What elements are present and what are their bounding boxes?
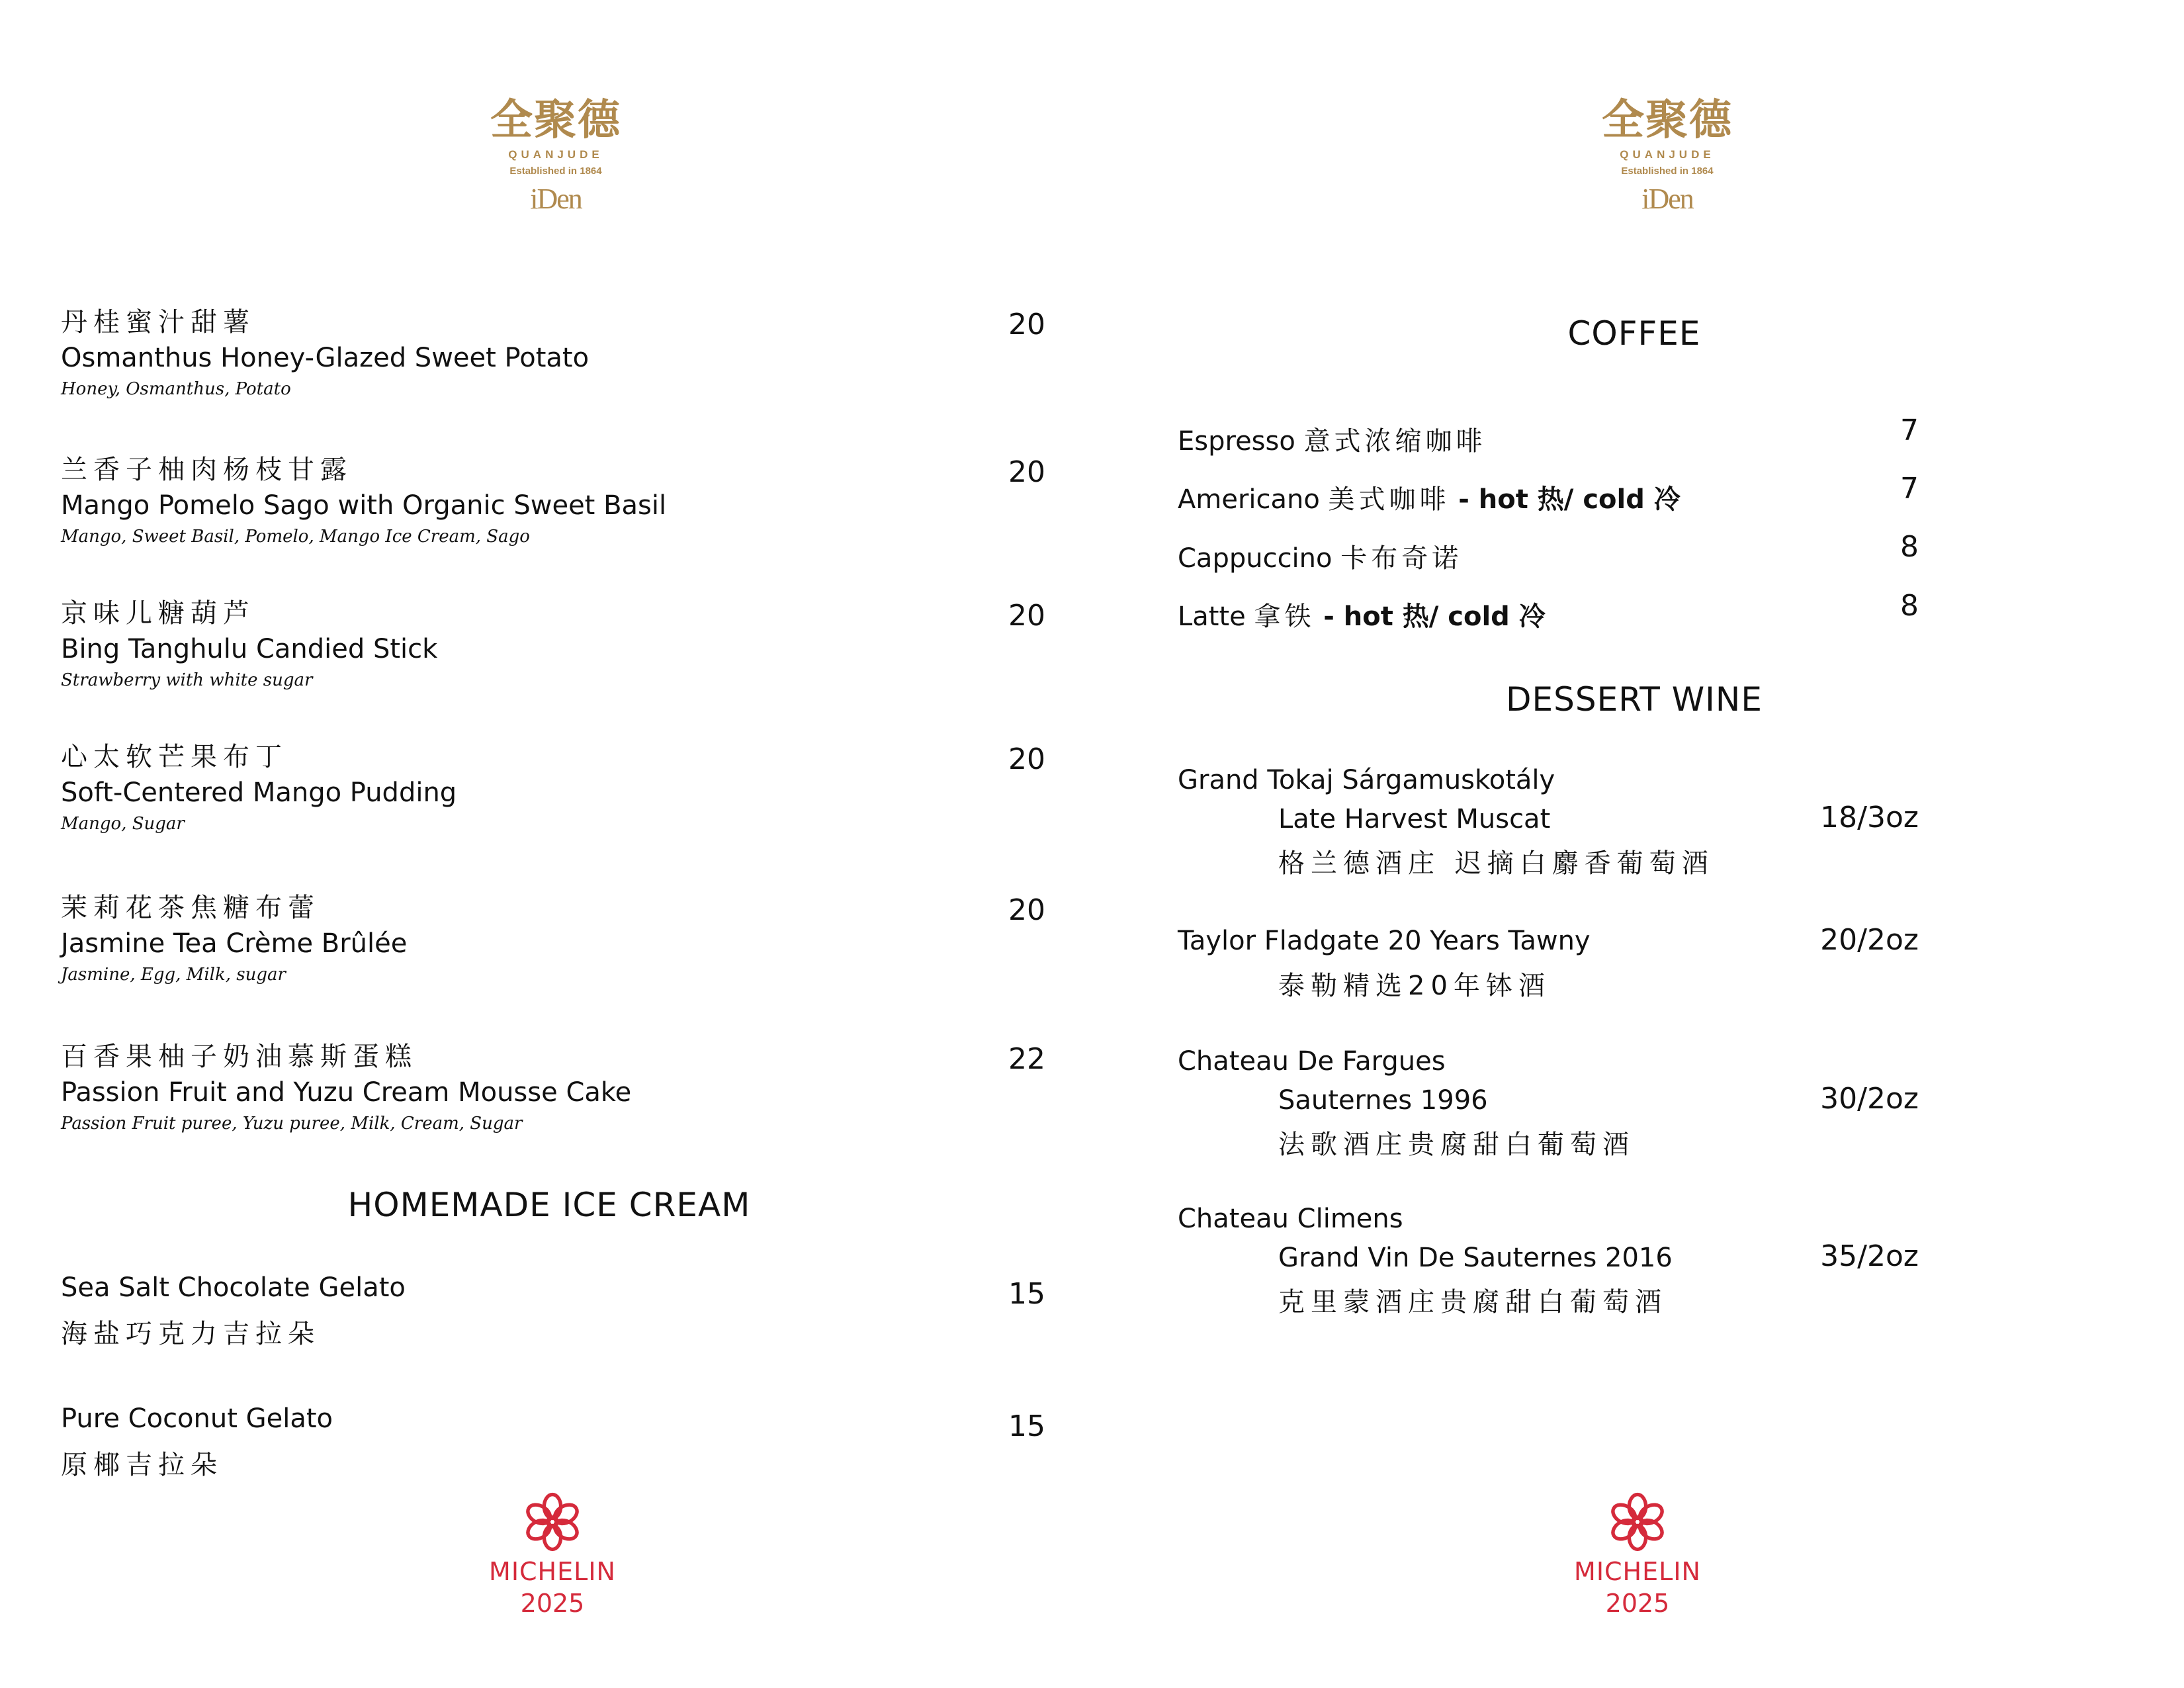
dessert-ingredients: Passion Fruit puree, Yuzu puree, Milk, Cream, Sugar	[61, 1114, 523, 1133]
dessert-price-3: 20	[1008, 599, 1045, 633]
dessert-item-2	[61, 455, 1053, 547]
dessert-item-3	[61, 599, 1053, 690]
wine-name-cn: 格兰德酒庄 迟摘白麝香葡萄酒	[1278, 848, 1714, 879]
dessert-price-6: 22	[1008, 1042, 1045, 1076]
wine-item-4	[1178, 1203, 2170, 1319]
logo-established: Established in 1864	[509, 165, 602, 177]
coffee-name-en: Cappuccino	[1178, 543, 1332, 574]
dessert-price-5: 20	[1008, 893, 1045, 927]
wine-name-cn: 泰勒精选20年钵酒	[1278, 971, 1551, 1001]
coffee-price-4: 8	[1900, 589, 1919, 623]
wine-subtitle: Grand Vin De Sauternes 2016	[1278, 1243, 1673, 1273]
wine-subtitle: Late Harvest Muscat	[1278, 804, 1551, 834]
coffee-item-1	[1178, 420, 1487, 458]
coffee-name-en: Americano	[1178, 484, 1320, 515]
gelato-item-2	[61, 1403, 1053, 1482]
dessert-name-cn: 兰香子柚肉杨枝甘露	[61, 455, 353, 485]
coffee-item-2	[1178, 478, 1681, 516]
gelato-name-en: Sea Salt Chocolate Gelato	[61, 1272, 406, 1303]
wine-item-1	[1178, 764, 2170, 880]
dessert-ingredients: Strawberry with white sugar	[61, 670, 313, 690]
michelin-flower-icon	[1608, 1492, 1667, 1552]
wine-name: Chateau De Fargues	[1178, 1046, 1446, 1077]
dessert-ingredients: Jasmine, Egg, Milk, sugar	[61, 965, 286, 985]
restaurant-logo	[457, 95, 655, 216]
wine-name: Taylor Fladgate 20 Years Tawny	[1178, 926, 1591, 956]
dessert-name-en: Mango Pomelo Sago with Organic Sweet Basil	[61, 490, 667, 521]
dessert-name-cn: 心太软芒果布丁	[61, 742, 288, 772]
logo-brand: QUANJUDE	[1620, 148, 1715, 161]
logo-mark: iDen	[1641, 183, 1693, 215]
right-page	[1092, 0, 2184, 1688]
michelin-label: MICHELIN	[489, 1557, 616, 1586]
logo-mark: iDen	[530, 183, 582, 215]
dessert-name-en: Soft-Centered Mango Pudding	[61, 777, 457, 808]
logo-chinese: 全聚德	[1602, 95, 1733, 145]
coffee-name-cn: 拿铁	[1254, 601, 1315, 632]
dessert-name-cn: 丹桂蜜汁甜薯	[61, 307, 255, 337]
coffee-name-cn: 意式浓缩咖啡	[1303, 426, 1487, 457]
logo-established: Established in 1864	[1621, 165, 1714, 177]
wine-price-4: 35/2oz	[1820, 1239, 1919, 1273]
coffee-price-3: 8	[1900, 530, 1919, 564]
dessert-name-cn: 百香果柚子奶油慕斯蛋糕	[61, 1042, 417, 1072]
michelin-label: MICHELIN	[1574, 1557, 1701, 1586]
dessert-item-1	[61, 308, 1053, 399]
coffee-item-4	[1178, 596, 1546, 633]
dessert-name-en: Jasmine Tea Crème Brûlée	[61, 928, 408, 959]
logo-brand: QUANJUDE	[508, 148, 603, 161]
dessert-ingredients: Honey, Osmanthus, Potato	[61, 379, 291, 399]
dessert-wine-heading: DESSERT WINE	[1506, 680, 1763, 719]
coffee-price-2: 7	[1900, 472, 1919, 506]
michelin-badge	[486, 1492, 619, 1618]
wine-name-cn: 克里蒙酒庄贵腐甜白葡萄酒	[1278, 1287, 1667, 1317]
wine-price-3: 30/2oz	[1820, 1082, 1919, 1116]
wine-price-2: 20/2oz	[1820, 923, 1919, 957]
logo-chinese: 全聚德	[490, 95, 621, 145]
dessert-name-en: Osmanthus Honey-Glazed Sweet Potato	[61, 343, 590, 373]
michelin-flower-icon	[523, 1492, 582, 1552]
coffee-name-cn: 卡布奇诺	[1340, 543, 1463, 574]
wine-subtitle: Sauternes 1996	[1278, 1085, 1488, 1116]
dessert-price-2: 20	[1008, 455, 1045, 489]
coffee-item-3	[1178, 537, 1462, 575]
gelato-item-1	[61, 1272, 1053, 1351]
coffee-price-1: 7	[1900, 414, 1919, 447]
dessert-name-cn: 京味儿糖葫芦	[61, 598, 255, 629]
michelin-year: 2025	[1605, 1589, 1670, 1618]
dessert-ingredients: Mango, Sugar	[61, 814, 185, 834]
dessert-name-en: Bing Tanghulu Candied Stick	[61, 634, 438, 664]
coffee-name-cn: 美式咖啡	[1328, 484, 1450, 515]
wine-name: Grand Tokaj Sárgamuskotály	[1178, 765, 1555, 795]
dessert-item-6	[61, 1042, 1053, 1133]
michelin-year: 2025	[520, 1589, 585, 1618]
gelato-price-2: 15	[1008, 1409, 1045, 1443]
wine-name-cn: 法歌酒庄贵腐甜白葡萄酒	[1278, 1130, 1635, 1160]
wine-item-2	[1178, 925, 2170, 1002]
dessert-item-4	[61, 742, 1053, 834]
dessert-ingredients: Mango, Sweet Basil, Pomelo, Mango Ice Cream, Sago	[61, 527, 530, 547]
restaurant-logo	[1568, 95, 1767, 216]
wine-price-1: 18/3oz	[1820, 801, 1919, 834]
coffee-name-en: Espresso	[1178, 426, 1295, 457]
dessert-name-cn: 茉莉花茶焦糖布蕾	[61, 893, 320, 923]
wine-item-3	[1178, 1045, 2170, 1161]
dessert-price-1: 20	[1008, 308, 1045, 341]
ice-cream-heading: HOMEMADE ICE CREAM	[347, 1186, 751, 1224]
dessert-price-4: 20	[1008, 742, 1045, 776]
wine-name: Chateau Climens	[1178, 1204, 1403, 1234]
dessert-name-en: Passion Fruit and Yuzu Cream Mousse Cake	[61, 1077, 632, 1108]
gelato-name-en: Pure Coconut Gelato	[61, 1403, 333, 1434]
coffee-heading: COFFEE	[1567, 314, 1701, 353]
dessert-item-5	[61, 893, 1053, 985]
coffee-temperature-option: - hot 热/ cold 冷	[1458, 484, 1681, 515]
gelato-price-1: 15	[1008, 1277, 1045, 1311]
gelato-name-cn: 海盐巧克力吉拉朵	[61, 1319, 320, 1349]
coffee-temperature-option: - hot 热/ cold 冷	[1323, 601, 1546, 632]
gelato-name-cn: 原椰吉拉朵	[61, 1450, 223, 1480]
michelin-badge	[1571, 1492, 1704, 1618]
coffee-name-en: Latte	[1178, 601, 1246, 632]
